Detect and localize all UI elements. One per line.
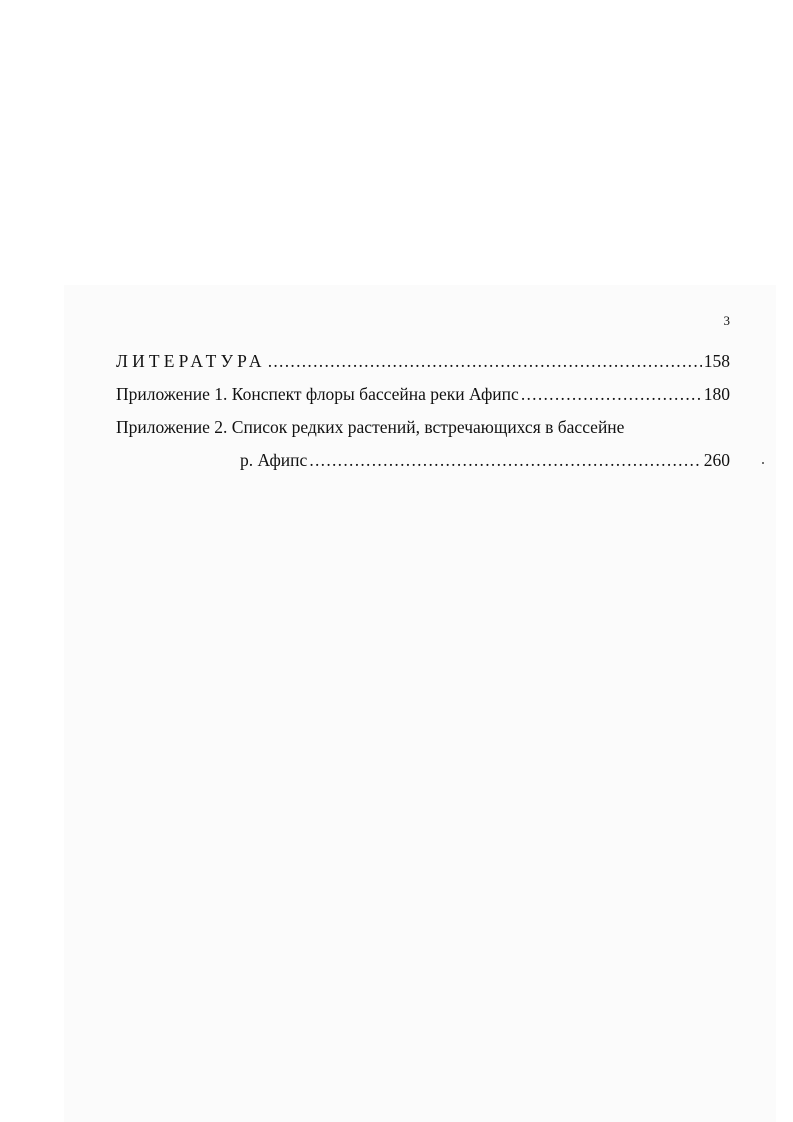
scanned-page-area (64, 285, 776, 1122)
toc-entry-label: р. Афипс (240, 450, 308, 470)
toc-page-number: 180 (703, 384, 730, 404)
toc-entry-appendix-1 (116, 383, 730, 405)
toc-entry-label: Приложение 1. Конспект флоры бассейна реки Афипс (116, 384, 519, 404)
toc-page-number: 260 (703, 450, 730, 470)
toc-entry-literature (116, 350, 730, 372)
toc-dot-leader (309, 449, 701, 471)
toc-dot-leader (521, 383, 702, 405)
toc-page-number: 158 (703, 351, 730, 371)
toc-dot-leader (268, 350, 702, 372)
toc-entry-appendix-2 (240, 449, 730, 471)
page-number: 3 (723, 313, 730, 328)
toc-entry-label: ЛИТЕРАТУРА (116, 351, 266, 371)
scan-speck (762, 462, 764, 464)
toc-entry-appendix-2-title: Приложение 2. Список редких растений, встречающихся в бассейне (116, 417, 625, 437)
